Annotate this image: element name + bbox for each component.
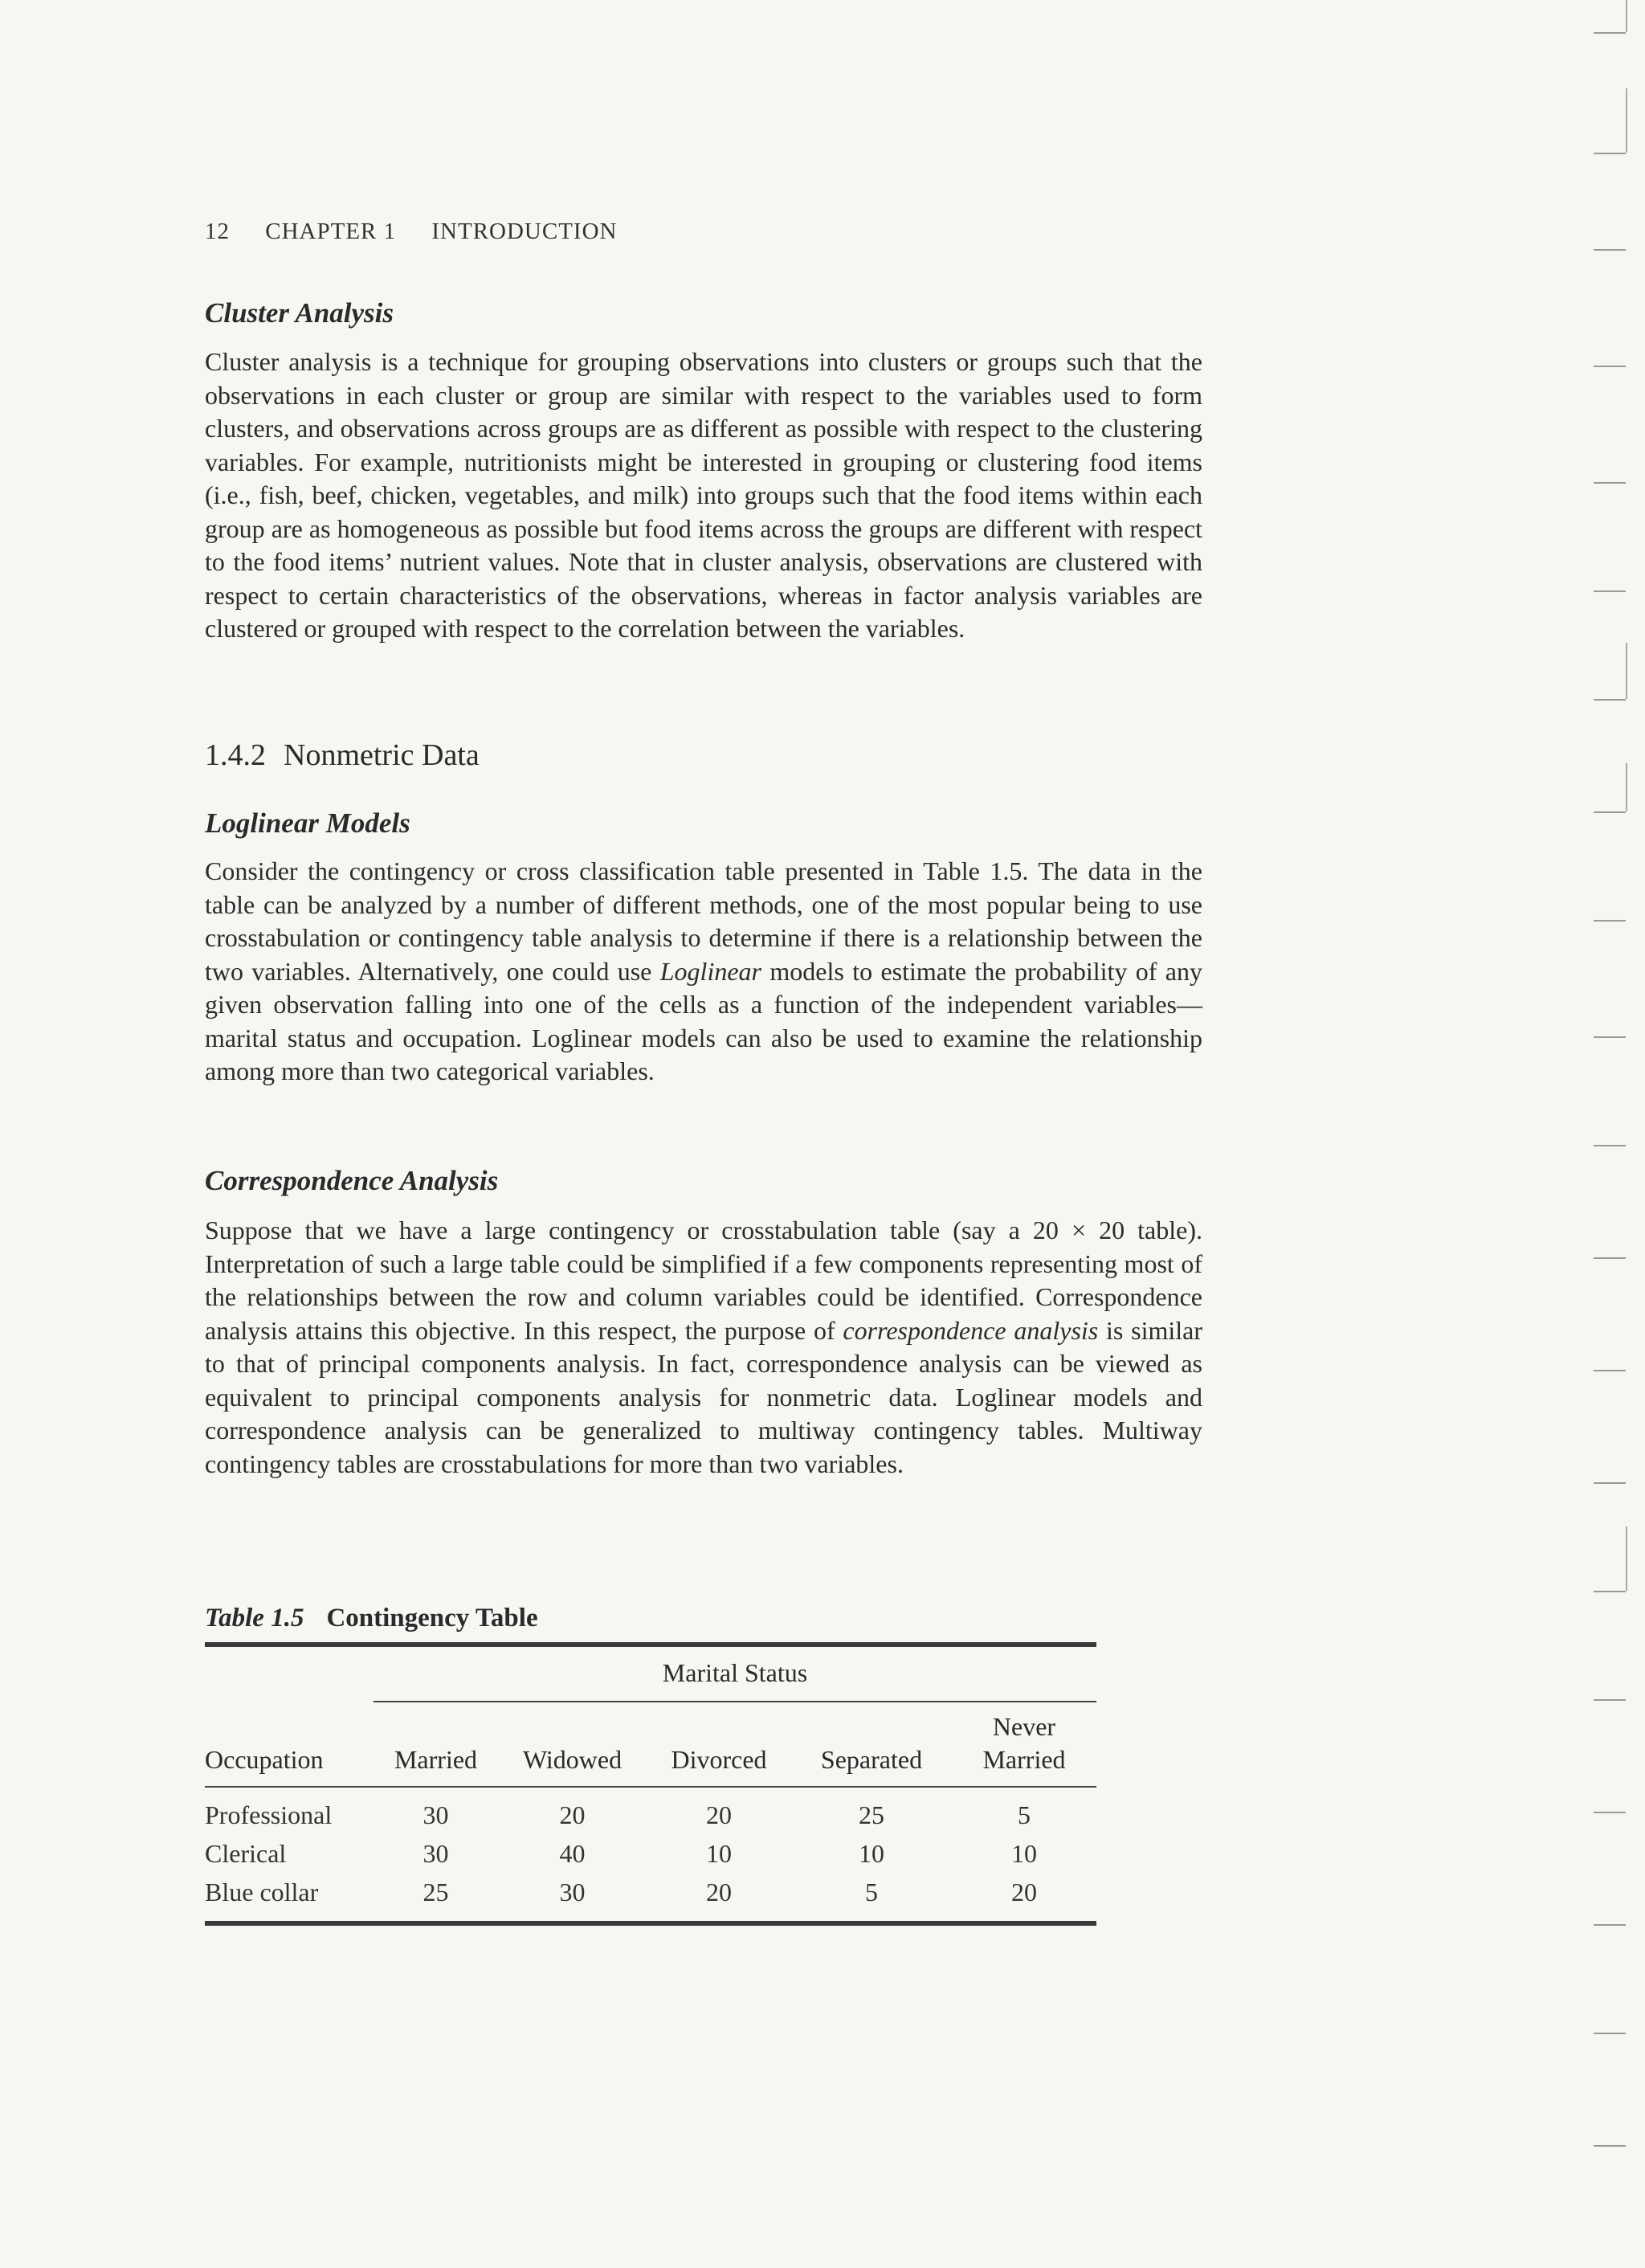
correspondence-emphasis: correspondence analysis <box>843 1315 1099 1345</box>
chapter-title: INTRODUCTION <box>431 219 618 244</box>
table-cell: 20 <box>1011 1878 1037 1906</box>
row-label: Blue collar <box>205 1878 319 1906</box>
table-cell: 5 <box>865 1878 878 1906</box>
margin-mark <box>1594 1591 1626 1592</box>
margin-mark <box>1594 2033 1626 2034</box>
table-row <box>205 1834 1096 1873</box>
margin-mark <box>1626 643 1627 699</box>
column-header: Never Married <box>982 1712 1066 1774</box>
table-cell: 5 <box>1018 1800 1031 1829</box>
subsection-title: Nonmetric Data <box>284 738 480 772</box>
margin-mark <box>1594 1924 1626 1926</box>
column-header: Separated <box>820 1745 923 1774</box>
margin-mark <box>1594 699 1626 701</box>
subsection-number: 1.4.2 <box>205 738 266 772</box>
loglinear-text-2: models to estimate the probability of any given observation falling into one of the cells as a function of the independent variables—marital status and occupation. Loglinear models can also be used to examine the relationship among more than two categorical variables. <box>205 956 1203 1085</box>
row-label: Clerical <box>205 1839 287 1868</box>
margin-mark <box>1626 88 1627 153</box>
correspondence-analysis-heading: Correspondence Analysis <box>205 1165 499 1196</box>
cluster-analysis-heading: Cluster Analysis <box>205 297 394 329</box>
margin-mark <box>1594 920 1626 922</box>
margin-mark <box>1594 1482 1626 1484</box>
margin-mark <box>1594 1036 1626 1038</box>
margin-mark <box>1594 482 1626 484</box>
margin-mark <box>1594 1812 1626 1813</box>
table-cell: 30 <box>559 1878 586 1906</box>
table-cell: 10 <box>859 1839 884 1868</box>
table-cell: 10 <box>1011 1839 1037 1868</box>
table-cell: 20 <box>706 1878 732 1906</box>
occupation-header: Occupation <box>205 1745 324 1774</box>
table-cell: 25 <box>422 1878 449 1906</box>
column-header-rule <box>205 1786 1096 1788</box>
margin-mark <box>1594 811 1626 813</box>
table-row <box>205 1873 1096 1911</box>
correspondence-text-2: is similar to that of principal components analysis. In fact, correspondence analysis can be viewed as equivalent to principal components analysis for nonmetric data. Loglinear models and correspondence analysis can be generalized to multiway contingency tables. Multiway contingency tables are crosstabulations for more than two variables. <box>205 1315 1203 1478</box>
margin-mark <box>1594 366 1626 367</box>
table-cell: 10 <box>706 1839 732 1868</box>
margin-mark <box>1594 1370 1626 1371</box>
margin-mark <box>1626 1526 1627 1591</box>
nonmetric-data-heading <box>205 738 480 773</box>
margin-mark <box>1594 1699 1626 1701</box>
table-row <box>205 1796 1096 1834</box>
table-bottom-rule <box>205 1921 1096 1926</box>
cluster-analysis-paragraph: Cluster analysis is a technique for grouping observations into clusters or groups such that the observations in each cluster or group are similar with respect to the variables used to form clusters, and observations across groups are as different as possible with respect to the clustering variables. For example, nutritionists might be interested in grouping or clustering food items (i.e., fish, beef, chicken, vegetables, and milk) into groups such that the food items within each group are as homogeneous as possible but food items across the groups are different with respect to the food items’ nutrient values. Note that in cluster analysis, observations are clustered with respect to certain characteristics of the observations, whereas in factor analysis variables are clustered or grouped with respect to the correlation between the variables. <box>205 347 1202 643</box>
table-caption <box>205 1604 538 1633</box>
table-cell: 30 <box>422 1800 449 1829</box>
contingency-table <box>205 1642 1096 1926</box>
contingency-table-grid <box>205 1647 1096 1911</box>
margin-mark <box>1594 32 1626 34</box>
table-cell: 40 <box>559 1839 586 1868</box>
binding-margin-marks <box>1589 0 1645 2268</box>
correspondence-text-1: Suppose that we have a large contingency or crosstabulation table (say a 20 × 20 table). Interpretation of such a large table could be simplified if a few components representing most of the relationships between the row and column variables could be identified. Correspondence analysis attains this objective. In this respect, the purpose of <box>205 1216 1202 1345</box>
table-cell: 30 <box>422 1839 449 1868</box>
margin-mark <box>1594 590 1626 592</box>
table-cell: 20 <box>559 1800 586 1829</box>
column-header: Widowed <box>522 1745 622 1774</box>
margin-mark <box>1626 0 1627 32</box>
table-label: Table 1.5 <box>205 1604 304 1633</box>
margin-mark <box>1594 1257 1626 1259</box>
table-cell: 25 <box>859 1800 884 1829</box>
correspondence-analysis-paragraph <box>205 1214 1202 1481</box>
margin-mark <box>1594 1145 1626 1146</box>
running-head <box>205 219 646 245</box>
column-header: Divorced <box>671 1745 767 1774</box>
margin-mark <box>1594 249 1626 251</box>
marital-status-header: Marital Status <box>662 1658 808 1687</box>
page-number: 12 <box>205 219 230 244</box>
margin-mark <box>1594 153 1626 154</box>
loglinear-models-paragraph <box>205 855 1202 1089</box>
loglinear-emphasis: Loglinear <box>659 956 761 986</box>
table-cell: 20 <box>706 1800 732 1829</box>
loglinear-models-heading: Loglinear Models <box>205 807 410 839</box>
row-label: Professional <box>205 1800 333 1829</box>
chapter-label: CHAPTER 1 <box>265 219 397 244</box>
margin-mark <box>1594 2145 1626 2147</box>
column-header: Married <box>394 1745 478 1774</box>
margin-mark <box>1626 763 1627 811</box>
table-title: Contingency Table <box>326 1604 538 1633</box>
loglinear-text-1: Consider the contingency or cross classification table presented in Table 1.5. The data in the table can be analyzed by a number of different methods, one of the most popular being to use crosstabulation or contingency table analysis to determine if there is a relationship between the two variables. Alternatively, one could use <box>205 856 1202 986</box>
